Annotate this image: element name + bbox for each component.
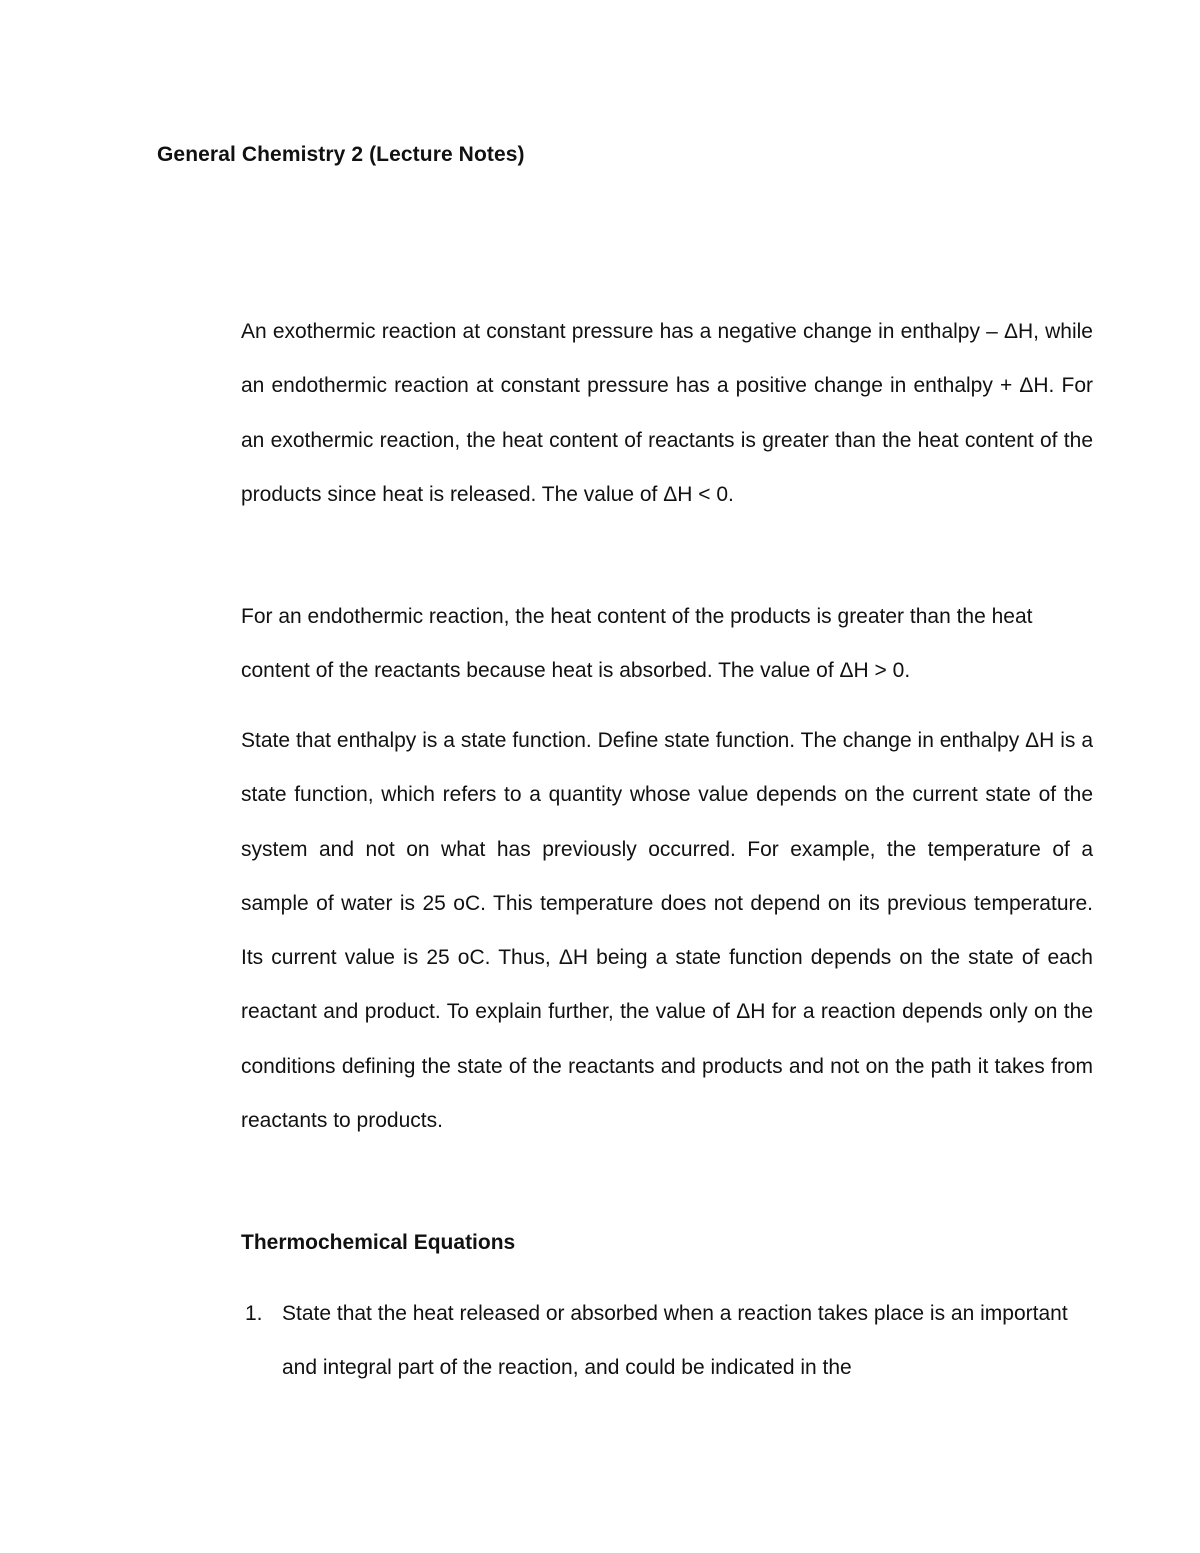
list-item-text: State that the heat released or absorbed when a reaction takes place is an important and integral part of the reaction, and could be indicated in the [282,1302,1068,1380]
numbered-list [241,1287,1093,1396]
paragraph-state-function: State that enthalpy is a state function. Define state function. The change in enthalpy ΔH is a state function, which refers to a quantity whose value depends on the current state of the system and not on what has previously occurred. For example, the temperature of a sample of water is 25 oC. This temperature does not depend on its previous temperature. Its current value is 25 oC. Thus, ΔH being a state function depends on the state of each reactant and product. To explain further, the value of ΔH for a reaction depends only on the conditions defining the state of the reactants and products and not on the path it takes from reactants to products. [241,729,1093,1133]
list-item-number: 1. [245,1302,263,1325]
paragraph-exothermic: An exothermic reaction at constant pressure has a negative change in enthalpy – ΔH, while an endothermic reaction at constant pressure has a positive change in enthalpy + ΔH. For an exothermic reaction, the heat content of reactants is greater than the heat content of the products since heat is released. The value of ΔH < 0. [241,320,1093,506]
section-heading: Thermochemical Equations [241,1231,516,1254]
document-title: General Chemistry 2 (Lecture Notes) [157,143,525,166]
list-item [241,1287,1093,1396]
paragraph-endothermic: For an endothermic reaction, the heat content of the products is greater than the heat content of the reactants because heat is absorbed. The value of ΔH > 0. [241,605,1033,683]
